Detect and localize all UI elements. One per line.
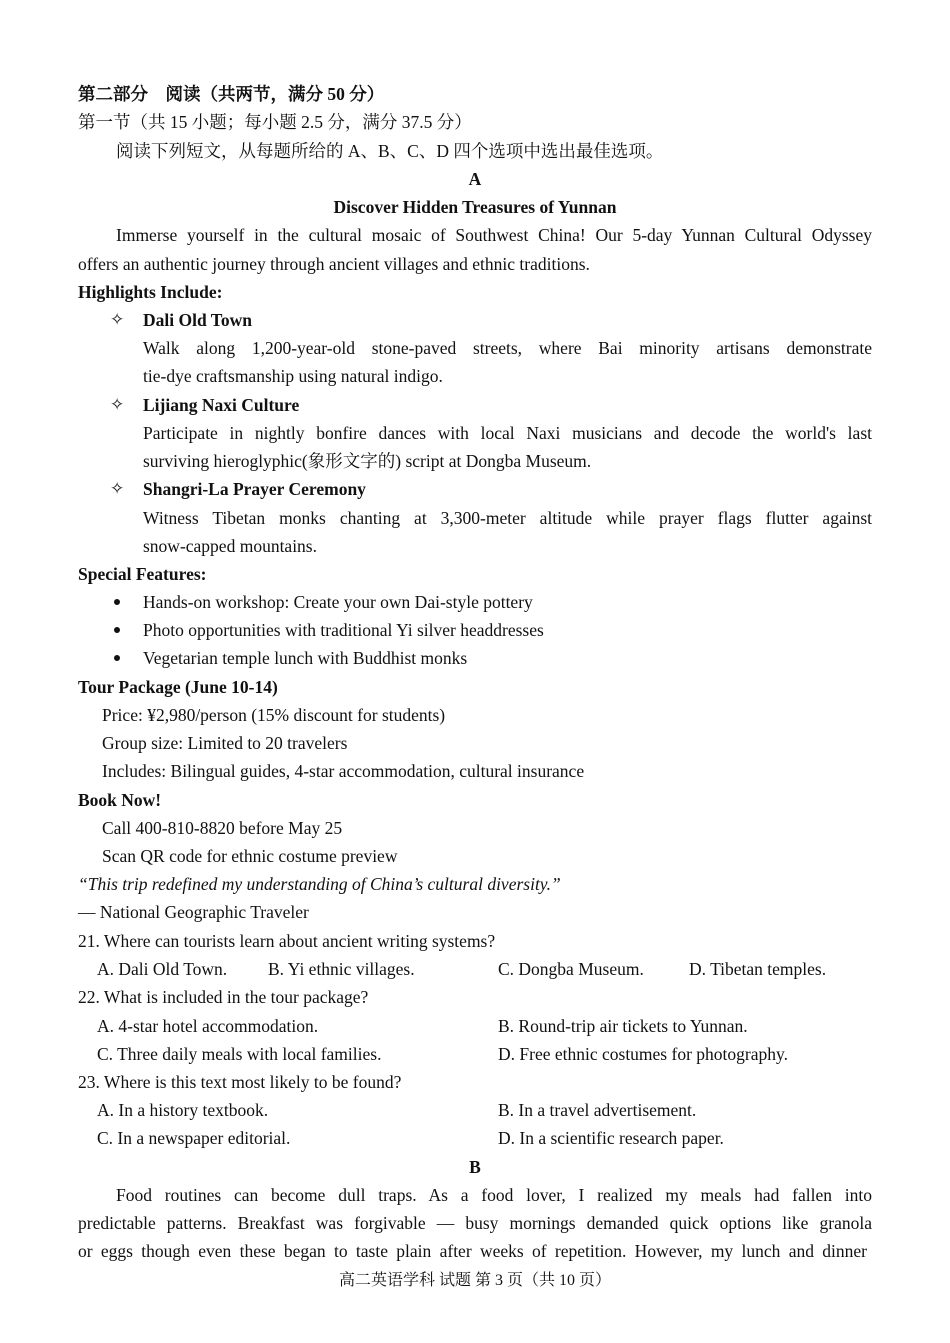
- passage-a-letter: A: [468, 169, 482, 189]
- question-option: D. In a scientific research paper.: [498, 1128, 724, 1148]
- book-item: Scan QR code for ethnic costume preview: [102, 846, 398, 866]
- question-stem: 22. What is included in the tour package?: [78, 987, 369, 1007]
- highlight-text-line2: snow-capped mountains.: [143, 536, 317, 556]
- passage-a-title: Discover Hidden Treasures of Yunnan: [333, 197, 617, 217]
- question-option: B. Yi ethnic villages.: [268, 959, 415, 979]
- diamond-bullet-icon: ✧: [110, 310, 125, 329]
- section-header: 第二部分 阅读（共两节，满分 50 分）: [78, 84, 385, 104]
- question-stem: 21. Where can tourists learn about ancient writing systems?: [78, 931, 496, 951]
- question-option: D. Free ethnic costumes for photography.: [498, 1044, 788, 1064]
- package-item: Group size: Limited to 20 travelers: [102, 733, 348, 753]
- highlight-title: Shangri-La Prayer Ceremony: [143, 479, 366, 499]
- package-heading: Tour Package (June 10-14): [78, 677, 278, 697]
- highlight-text-line2: surviving hieroglyphic(象形文字的) script at Dongba Museum.: [143, 451, 592, 471]
- passage-a-intro-line2: offers an authentic journey through ancient villages and ethnic traditions.: [78, 254, 590, 274]
- passage-b-letter: B: [469, 1157, 481, 1177]
- passage-b-line3: or eggs though even these began to taste plain after weeks of repetition. However, my lunch and dinner: [78, 1241, 867, 1261]
- feature-item: Hands-on workshop: Create your own Dai-style pottery: [143, 592, 533, 612]
- question-option: B. Round-trip air tickets to Yunnan.: [498, 1016, 748, 1036]
- diamond-bullet-icon: ✧: [110, 479, 125, 498]
- features-heading: Special Features:: [78, 564, 207, 584]
- diamond-bullet-icon: ✧: [110, 395, 125, 414]
- question-option: C. In a newspaper editorial.: [97, 1128, 291, 1148]
- highlight-title: Lijiang Naxi Culture: [143, 395, 300, 415]
- highlight-text-line2: tie-dye craftsmanship using natural indigo.: [143, 366, 443, 386]
- highlight-text-line1: Witness Tibetan monks chanting at 3,300-meter altitude while prayer flags flutter against: [143, 508, 872, 528]
- highlights-heading: Highlights Include:: [78, 282, 223, 302]
- feature-item: Photo opportunities with traditional Yi silver headdresses: [143, 620, 544, 640]
- book-item: Call 400-810-8820 before May 25: [102, 818, 343, 838]
- highlight-text-line1: Walk along 1,200-year-old stone-paved streets, where Bai minority artisans demonstrate: [143, 338, 872, 358]
- question-option: B. In a travel advertisement.: [498, 1100, 697, 1120]
- question-option: A. Dali Old Town.: [97, 959, 228, 979]
- bullet-dot-icon: [114, 599, 120, 605]
- package-item: Price: ¥2,980/person (15% discount for students): [102, 705, 446, 725]
- bullet-dot-icon: [114, 655, 120, 661]
- page-footer: 高二英语学科 试题 第 3 页（共 10 页）: [338, 1272, 611, 1289]
- passage-a-intro-line1: Immerse yourself in the cultural mosaic of Southwest China! Our 5-day Yunnan Cultural Odyssey: [116, 225, 872, 245]
- feature-item: Vegetarian temple lunch with Buddhist monks: [143, 648, 468, 668]
- instruction: 阅读下列短文，从每题所给的 A、B、C、D 四个选项中选出最佳选项。: [116, 141, 664, 161]
- testimonial-source: — National Geographic Traveler: [78, 902, 309, 922]
- question-option: A. 4-star hotel accommodation.: [97, 1016, 319, 1036]
- passage-b-line1: Food routines can become dull traps. As a food lover, I realized my meals had fallen into: [116, 1185, 872, 1205]
- question-option: A. In a history textbook.: [97, 1100, 269, 1120]
- question-option: C. Dongba Museum.: [498, 959, 644, 979]
- question-option: C. Three daily meals with local families.: [97, 1044, 382, 1064]
- passage-b-line2: predictable patterns. Breakfast was forgivable — busy mornings demanded quick options like granola: [78, 1213, 872, 1233]
- bullet-dot-icon: [114, 627, 120, 633]
- highlight-text-line1: Participate in nightly bonfire dances with local Naxi musicians and decode the world's last: [143, 423, 872, 443]
- testimonial-quote: “This trip redefined my understanding of China’s cultural diversity.”: [78, 874, 561, 894]
- subsection-header: 第一节（共 15 小题；每小题 2.5 分，满分 37.5 分）: [78, 112, 472, 132]
- question-stem: 23. Where is this text most likely to be found?: [78, 1072, 402, 1092]
- question-option: D. Tibetan temples.: [689, 959, 827, 979]
- highlight-title: Dali Old Town: [143, 310, 252, 330]
- book-heading: Book Now!: [78, 790, 162, 810]
- package-item: Includes: Bilingual guides, 4-star accommodation, cultural insurance: [102, 761, 585, 781]
